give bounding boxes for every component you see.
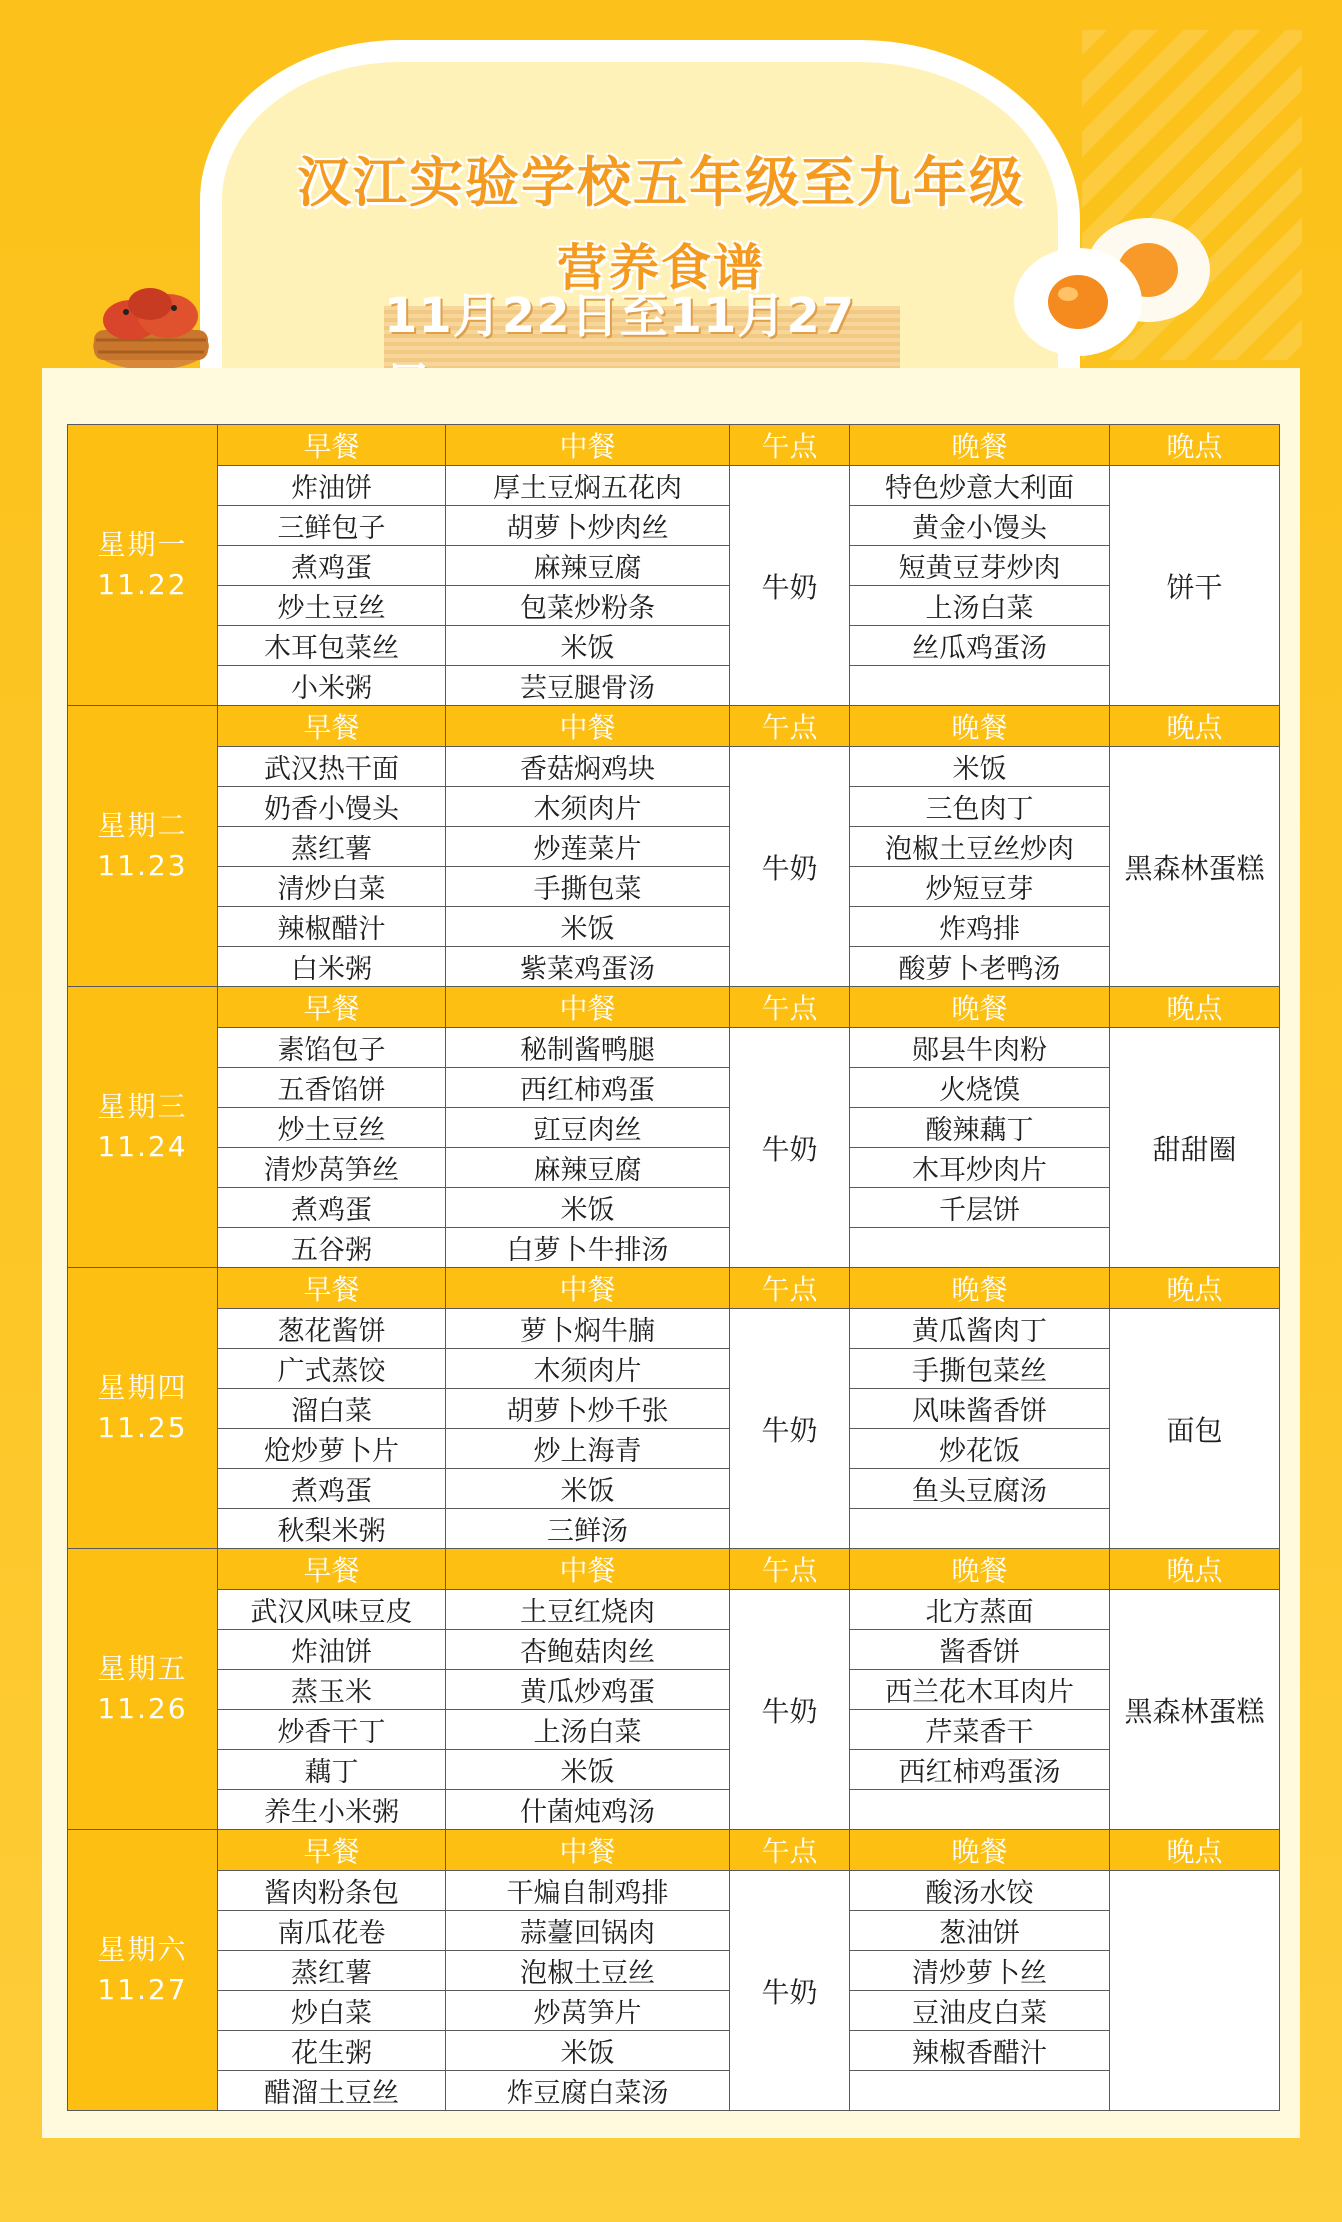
lunch-item: 米饭 xyxy=(446,626,730,666)
dinner-item: 酸萝卜老鸭汤 xyxy=(850,947,1110,987)
date-label: 11.27 xyxy=(97,1973,188,2006)
breakfast-item: 煮鸡蛋 xyxy=(218,1469,446,1509)
breakfast-item: 藕丁 xyxy=(218,1750,446,1790)
dinner-item: 清炒萝卜丝 xyxy=(850,1951,1110,1991)
column-header-breakfast: 早餐 xyxy=(218,1830,446,1871)
dinner-item: 炒花饭 xyxy=(850,1429,1110,1469)
date-label: 11.26 xyxy=(97,1692,188,1725)
dinner-item xyxy=(850,1509,1110,1549)
table-row xyxy=(68,1790,1280,1830)
dinner-item: 风味酱香饼 xyxy=(850,1389,1110,1429)
column-header-dinner: 晚餐 xyxy=(850,706,1110,747)
date-label: 11.23 xyxy=(97,849,188,882)
dinner-item: 短黄豆芽炒肉 xyxy=(850,546,1110,586)
table-row xyxy=(68,506,1280,546)
lunch-item: 蒜薹回锅肉 xyxy=(446,1911,730,1951)
breakfast-item: 清炒白菜 xyxy=(218,867,446,907)
dinner-item: 手撕包菜丝 xyxy=(850,1349,1110,1389)
table-row xyxy=(68,907,1280,947)
breakfast-item: 秋梨米粥 xyxy=(218,1509,446,1549)
dinner-item: 酱香饼 xyxy=(850,1630,1110,1670)
column-header-late-snack: 晚点 xyxy=(1110,987,1280,1028)
table-row xyxy=(68,1068,1280,1108)
late-snack-item: 黑森林蛋糕 xyxy=(1110,747,1280,987)
lunch-item: 胡萝卜炒肉丝 xyxy=(446,506,730,546)
breakfast-item: 素馅包子 xyxy=(218,1028,446,1068)
lunch-item: 白萝卜牛排汤 xyxy=(446,1228,730,1268)
dinner-item xyxy=(850,666,1110,706)
lunch-item: 米饭 xyxy=(446,1750,730,1790)
lunch-item: 厚土豆焖五花肉 xyxy=(446,466,730,506)
late-snack-item: 面包 xyxy=(1110,1309,1280,1549)
lunch-item: 芸豆腿骨汤 xyxy=(446,666,730,706)
menu-table xyxy=(67,424,1280,2111)
dinner-item: 上汤白菜 xyxy=(850,586,1110,626)
date-range-banner: 11月22日至11月27 xyxy=(384,306,900,386)
day-header-row xyxy=(68,1268,1280,1309)
column-header-lunch: 中餐 xyxy=(446,987,730,1028)
lunch-item: 黄瓜炒鸡蛋 xyxy=(446,1670,730,1710)
column-header-dinner: 晚餐 xyxy=(850,425,1110,466)
day-label-cell xyxy=(68,425,218,706)
late-snack-item: 甜甜圈 xyxy=(1110,1028,1280,1268)
breakfast-item: 花生粥 xyxy=(218,2031,446,2071)
table-row xyxy=(68,1991,1280,2031)
dinner-item: 米饭 xyxy=(850,747,1110,787)
table-row xyxy=(68,1309,1280,1349)
breakfast-item: 蒸玉米 xyxy=(218,1670,446,1710)
lunch-item: 什菌炖鸡汤 xyxy=(446,1790,730,1830)
column-header-breakfast: 早餐 xyxy=(218,987,446,1028)
lunch-item: 炒莲菜片 xyxy=(446,827,730,867)
breakfast-item: 辣椒醋汁 xyxy=(218,907,446,947)
table-row xyxy=(68,2071,1280,2111)
dinner-item: 西兰花木耳肉片 xyxy=(850,1670,1110,1710)
lunch-item: 手撕包菜 xyxy=(446,867,730,907)
breakfast-item: 炒香干丁 xyxy=(218,1710,446,1750)
table-row xyxy=(68,1469,1280,1509)
dinner-item: 豆油皮白菜 xyxy=(850,1991,1110,2031)
table-row xyxy=(68,1911,1280,1951)
table-row xyxy=(68,1349,1280,1389)
breakfast-item: 煮鸡蛋 xyxy=(218,546,446,586)
lunch-item: 木须肉片 xyxy=(446,787,730,827)
dinner-item: 酸汤水饺 xyxy=(850,1871,1110,1911)
afternoon-snack-item: 牛奶 xyxy=(730,1028,850,1268)
day-label-cell xyxy=(68,987,218,1268)
day-header-row xyxy=(68,706,1280,747)
weekday-label: 星期二 xyxy=(97,809,188,842)
dinner-item: 西红柿鸡蛋汤 xyxy=(850,1750,1110,1790)
dinner-item: 泡椒土豆丝炒肉 xyxy=(850,827,1110,867)
breakfast-item: 小米粥 xyxy=(218,666,446,706)
breakfast-item: 武汉风味豆皮 xyxy=(218,1590,446,1630)
dinner-item: 辣椒香醋汁 xyxy=(850,2031,1110,2071)
dinner-item: 芹菜香干 xyxy=(850,1710,1110,1750)
crab-basket-icon xyxy=(86,268,216,378)
table-row xyxy=(68,1108,1280,1148)
breakfast-item: 炒土豆丝 xyxy=(218,1108,446,1148)
column-header-afternoon-snack: 午点 xyxy=(730,987,850,1028)
column-header-lunch: 中餐 xyxy=(446,1830,730,1871)
column-header-breakfast: 早餐 xyxy=(218,1268,446,1309)
lunch-item: 胡萝卜炒千张 xyxy=(446,1389,730,1429)
day-header-row xyxy=(68,1549,1280,1590)
column-header-breakfast: 早餐 xyxy=(218,706,446,747)
table-row xyxy=(68,827,1280,867)
dinner-item: 丝瓜鸡蛋汤 xyxy=(850,626,1110,666)
column-header-afternoon-snack: 午点 xyxy=(730,1268,850,1309)
dinner-item: 葱油饼 xyxy=(850,1911,1110,1951)
lunch-item: 三鲜汤 xyxy=(446,1509,730,1549)
table-row xyxy=(68,1710,1280,1750)
dinner-item: 千层饼 xyxy=(850,1188,1110,1228)
lunch-item: 米饭 xyxy=(446,1469,730,1509)
lunch-item: 香菇焖鸡块 xyxy=(446,747,730,787)
table-row xyxy=(68,867,1280,907)
breakfast-item: 五香馅饼 xyxy=(218,1068,446,1108)
dinner-item: 炒短豆芽 xyxy=(850,867,1110,907)
column-header-late-snack: 晚点 xyxy=(1110,1830,1280,1871)
dinner-item xyxy=(850,1790,1110,1830)
table-row xyxy=(68,466,1280,506)
column-header-dinner: 晚餐 xyxy=(850,987,1110,1028)
late-snack-item xyxy=(1110,1871,1280,2111)
salted-egg-icon xyxy=(998,210,1228,360)
breakfast-item: 广式蒸饺 xyxy=(218,1349,446,1389)
breakfast-item: 酱肉粉条包 xyxy=(218,1871,446,1911)
table-row xyxy=(68,1509,1280,1549)
column-header-late-snack: 晚点 xyxy=(1110,425,1280,466)
afternoon-snack-item: 牛奶 xyxy=(730,466,850,706)
breakfast-item: 五谷粥 xyxy=(218,1228,446,1268)
lunch-item: 干煸自制鸡排 xyxy=(446,1871,730,1911)
dinner-item: 黄金小馒头 xyxy=(850,506,1110,546)
column-header-afternoon-snack: 午点 xyxy=(730,1830,850,1871)
afternoon-snack-item: 牛奶 xyxy=(730,1309,850,1549)
lunch-item: 炒莴笋片 xyxy=(446,1991,730,2031)
dinner-item: 郧县牛肉粉 xyxy=(850,1028,1110,1068)
dinner-item: 特色炒意大利面 xyxy=(850,466,1110,506)
table-row xyxy=(68,626,1280,666)
lunch-item: 萝卜焖牛腩 xyxy=(446,1309,730,1349)
lunch-item: 紫菜鸡蛋汤 xyxy=(446,947,730,987)
breakfast-item: 白米粥 xyxy=(218,947,446,987)
column-header-lunch: 中餐 xyxy=(446,706,730,747)
lunch-item: 米饭 xyxy=(446,2031,730,2071)
table-row xyxy=(68,1228,1280,1268)
table-row xyxy=(68,1670,1280,1710)
table-row xyxy=(68,2031,1280,2071)
afternoon-snack-item: 牛奶 xyxy=(730,747,850,987)
column-header-afternoon-snack: 午点 xyxy=(730,425,850,466)
column-header-lunch: 中餐 xyxy=(446,1549,730,1590)
lunch-item: 杏鲍菇肉丝 xyxy=(446,1630,730,1670)
day-header-row xyxy=(68,1830,1280,1871)
table-row xyxy=(68,1750,1280,1790)
lunch-item: 麻辣豆腐 xyxy=(446,546,730,586)
dinner-item: 三色肉丁 xyxy=(850,787,1110,827)
lunch-item: 泡椒土豆丝 xyxy=(446,1951,730,1991)
breakfast-item: 奶香小馒头 xyxy=(218,787,446,827)
breakfast-item: 武汉热干面 xyxy=(218,747,446,787)
late-snack-item: 饼干 xyxy=(1110,466,1280,706)
table-row xyxy=(68,1429,1280,1469)
table-row xyxy=(68,787,1280,827)
dinner-item: 酸辣藕丁 xyxy=(850,1108,1110,1148)
lunch-item: 豇豆肉丝 xyxy=(446,1108,730,1148)
table-row xyxy=(68,1148,1280,1188)
date-label: 11.22 xyxy=(97,568,188,601)
lunch-item: 米饭 xyxy=(446,1188,730,1228)
dinner-item: 北方蒸面 xyxy=(850,1590,1110,1630)
breakfast-item: 蒸红薯 xyxy=(218,1951,446,1991)
lunch-item: 木须肉片 xyxy=(446,1349,730,1389)
page-title: 汉江实验学校五年级至九年级 xyxy=(297,151,1025,214)
dinner-item: 木耳炒肉片 xyxy=(850,1148,1110,1188)
table-row xyxy=(68,1871,1280,1911)
column-header-breakfast: 早餐 xyxy=(218,1549,446,1590)
date-label: 11.25 xyxy=(97,1411,188,1444)
table-row xyxy=(68,1590,1280,1630)
table-row xyxy=(68,546,1280,586)
lunch-item: 上汤白菜 xyxy=(446,1710,730,1750)
column-header-breakfast: 早餐 xyxy=(218,425,446,466)
late-snack-item: 黑森林蛋糕 xyxy=(1110,1590,1280,1830)
column-header-late-snack: 晚点 xyxy=(1110,706,1280,747)
weekday-label: 星期五 xyxy=(97,1652,188,1685)
lunch-item: 西红柿鸡蛋 xyxy=(446,1068,730,1108)
lunch-item: 麻辣豆腐 xyxy=(446,1148,730,1188)
column-header-dinner: 晚餐 xyxy=(850,1549,1110,1590)
breakfast-item: 煮鸡蛋 xyxy=(218,1188,446,1228)
breakfast-item: 葱花酱饼 xyxy=(218,1309,446,1349)
page-subtitle: 营养食谱 xyxy=(557,239,765,297)
dinner-item: 炸鸡排 xyxy=(850,907,1110,947)
weekday-label: 星期三 xyxy=(97,1090,188,1123)
breakfast-item: 南瓜花卷 xyxy=(218,1911,446,1951)
afternoon-snack-item: 牛奶 xyxy=(730,1871,850,2111)
breakfast-item: 炒土豆丝 xyxy=(218,586,446,626)
breakfast-item: 养生小米粥 xyxy=(218,1790,446,1830)
column-header-late-snack: 晚点 xyxy=(1110,1549,1280,1590)
day-header-row xyxy=(68,425,1280,466)
dinner-item xyxy=(850,1228,1110,1268)
table-row xyxy=(68,1951,1280,1991)
lunch-item: 米饭 xyxy=(446,907,730,947)
weekday-label: 星期六 xyxy=(97,1933,188,1966)
table-row xyxy=(68,1028,1280,1068)
dinner-item: 黄瓜酱肉丁 xyxy=(850,1309,1110,1349)
lunch-item: 炸豆腐白菜汤 xyxy=(446,2071,730,2111)
breakfast-item: 溜白菜 xyxy=(218,1389,446,1429)
column-header-lunch: 中餐 xyxy=(446,425,730,466)
column-header-lunch: 中餐 xyxy=(446,1268,730,1309)
weekday-label: 星期四 xyxy=(97,1371,188,1404)
dinner-item xyxy=(850,2071,1110,2111)
column-header-dinner: 晚餐 xyxy=(850,1268,1110,1309)
table-row xyxy=(68,666,1280,706)
table-row xyxy=(68,586,1280,626)
table-row xyxy=(68,1188,1280,1228)
breakfast-item: 醋溜土豆丝 xyxy=(218,2071,446,2111)
breakfast-item: 炸油饼 xyxy=(218,1630,446,1670)
breakfast-item: 蒸红薯 xyxy=(218,827,446,867)
day-label-cell xyxy=(68,1830,218,2111)
breakfast-item: 炸油饼 xyxy=(218,466,446,506)
day-header-row xyxy=(68,987,1280,1028)
lunch-item: 土豆红烧肉 xyxy=(446,1590,730,1630)
lunch-item: 秘制酱鸭腿 xyxy=(446,1028,730,1068)
table-row xyxy=(68,1389,1280,1429)
lunch-item: 包菜炒粉条 xyxy=(446,586,730,626)
date-label: 11.24 xyxy=(97,1130,188,1163)
day-label-cell xyxy=(68,1268,218,1549)
column-header-afternoon-snack: 午点 xyxy=(730,706,850,747)
afternoon-snack-item: 牛奶 xyxy=(730,1590,850,1830)
breakfast-item: 三鲜包子 xyxy=(218,506,446,546)
breakfast-item: 炝炒萝卜片 xyxy=(218,1429,446,1469)
lunch-item: 炒上海青 xyxy=(446,1429,730,1469)
table-row xyxy=(68,1630,1280,1670)
dinner-item: 火烧馍 xyxy=(850,1068,1110,1108)
day-label-cell xyxy=(68,1549,218,1830)
table-row xyxy=(68,747,1280,787)
column-header-late-snack: 晚点 xyxy=(1110,1268,1280,1309)
column-header-dinner: 晚餐 xyxy=(850,1830,1110,1871)
breakfast-item: 炒白菜 xyxy=(218,1991,446,2031)
column-header-afternoon-snack: 午点 xyxy=(730,1549,850,1590)
table-row xyxy=(68,947,1280,987)
breakfast-item: 清炒莴笋丝 xyxy=(218,1148,446,1188)
weekday-label: 星期一 xyxy=(97,528,188,561)
breakfast-item: 木耳包菜丝 xyxy=(218,626,446,666)
day-label-cell xyxy=(68,706,218,987)
dinner-item: 鱼头豆腐汤 xyxy=(850,1469,1110,1509)
